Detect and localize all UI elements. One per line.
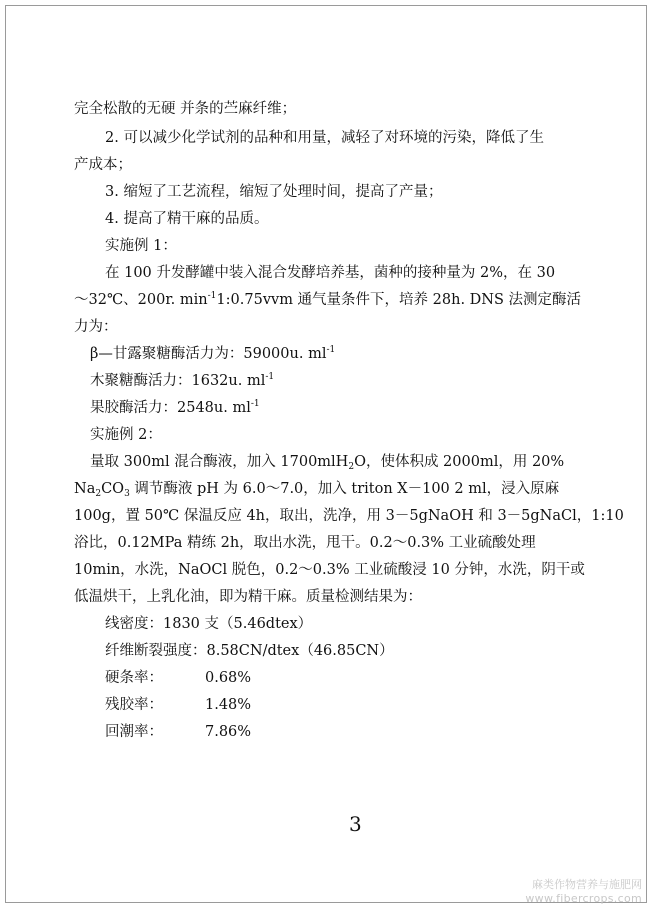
- text-segment: 果胶酶活力：2548u. ml: [90, 400, 251, 416]
- text-line: 力为：: [74, 319, 118, 335]
- text-line: 100g，置 50℃ 保温反应 4h，取出，洗净，用 3－5gNaOH 和 3－5gNaCl，1:10: [74, 508, 624, 524]
- superscript: -1: [265, 372, 275, 382]
- text-line: 完全松散的无硬 并条的苎麻纤维；: [74, 101, 297, 117]
- subscript: 3: [124, 489, 130, 499]
- text-line: 4. 提高了精干麻的品质。: [105, 211, 269, 227]
- result-row: [105, 668, 251, 688]
- text-line: 实施例 2：: [90, 427, 162, 443]
- text-line: 线密度：1830 支（5.46dtex）: [105, 616, 313, 632]
- text-line: 3. 缩短了工艺流程，缩短了处理时间，提高了产量；: [105, 184, 443, 200]
- text-line: [90, 344, 335, 364]
- result-value: 1.48%: [205, 697, 252, 713]
- subscript: 2: [95, 489, 102, 499]
- text-line: [90, 452, 564, 472]
- subscript: 2: [348, 462, 355, 472]
- text-line: 10min，水洗，NaOCl 脱色，0.2～0.3% 工业硫酸浸 10 分钟，水洗，阴干或: [74, 562, 585, 578]
- result-value: 0.68%: [205, 670, 252, 686]
- text-line: 实施例 1：: [105, 238, 177, 254]
- text-segment: 调节酶液 pH 为 6.0～7.0，加入 triton X－100 2 ml，浸入原麻: [129, 481, 560, 497]
- watermark-title: 麻类作物营养与施肥网: [532, 878, 642, 891]
- superscript: -1: [250, 399, 260, 409]
- page-number: 3: [349, 812, 362, 836]
- text-line: 纤维断裂强度：8.58CN/dtex（46.85CN）: [105, 643, 394, 659]
- text-segment: 1:0.75vvm 通气量条件下，培养 28h. DNS 法测定酶活: [216, 292, 582, 308]
- superscript: -1: [207, 291, 217, 301]
- text-line: [74, 479, 559, 499]
- text-line: 产成本；: [74, 157, 132, 173]
- text-line: 2. 可以减少化学试剂的品种和用量，减轻了对环境的污染，降低了生: [105, 130, 544, 146]
- result-row: [105, 695, 251, 715]
- text-line: [74, 290, 581, 310]
- text-line: 低温烘干，上乳化油，即为精干麻。质量检测结果为：: [74, 589, 422, 605]
- result-label: 回潮率：: [105, 724, 163, 740]
- text-line: 在 100 升发酵罐中装入混合发酵培养基，菌种的接种量为 2%，在 30: [105, 265, 556, 281]
- text-segment: 木聚糖酶活力：1632u. ml: [90, 373, 266, 389]
- result-label: 残胶率：: [105, 697, 163, 713]
- result-value: 7.86%: [205, 724, 252, 740]
- watermark-url: www.fibercrops.com: [525, 892, 642, 905]
- text-segment: Na: [74, 481, 96, 497]
- text-line: [90, 371, 274, 391]
- result-row: [105, 722, 251, 742]
- text-segment: ～32℃、200r. min: [74, 292, 208, 308]
- result-label: 硬条率：: [105, 670, 163, 686]
- text-line: 浴比，0.12MPa 精练 2h，取出水洗，甩干。0.2～0.3% 工业硫酸处理: [74, 535, 536, 551]
- text-segment: β—甘露聚糖酶活力为：59000u. ml: [90, 346, 327, 362]
- text-line: [90, 398, 260, 418]
- text-segment: 量取 300ml 混合酶液，加入 1700mlH: [90, 454, 349, 470]
- text-segment: O，使体积成 2000ml，用 20%: [354, 454, 565, 470]
- text-segment: CO: [101, 481, 125, 497]
- superscript: -1: [326, 345, 336, 355]
